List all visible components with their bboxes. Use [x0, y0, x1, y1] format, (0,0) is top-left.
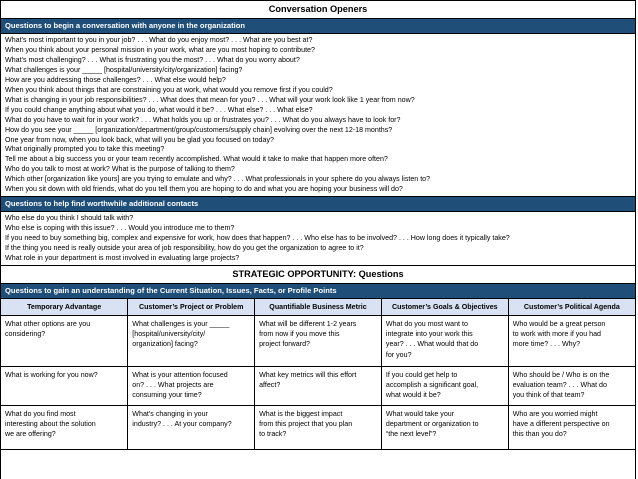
- question-line: Tell me about a big success you or your team recently accomplished. What would it take to make that happen more often?: [5, 155, 388, 164]
- cell-text: What key metrics will this effort: [259, 371, 357, 380]
- cell-text: What is the biggest impact: [259, 410, 343, 419]
- cell-text: What do you most want to: [385, 320, 468, 329]
- column-header: Customer’s Goals & Objectives: [381, 299, 508, 316]
- cell-text: to track?: [259, 430, 287, 439]
- table-row: [1, 406, 635, 450]
- cell-text: considering?: [5, 330, 46, 339]
- column-header: Temporary Advantage: [1, 299, 128, 316]
- question-line: What role in your department is most involved in evaluating large projects?: [5, 254, 240, 263]
- cell-text: What will be different 1-2 years: [259, 320, 357, 329]
- cell-text: to work with more if you had: [512, 330, 602, 339]
- cell-text: for you?: [385, 350, 412, 359]
- question-line: When you sit down with old friends, what do you tell them you are hoping to do and what you are hoping your business will do?: [5, 185, 403, 194]
- cell-text: project forward?: [259, 340, 310, 349]
- question-line: One year from now, when you look back, what will you be glad you focused on today?: [5, 135, 274, 144]
- table-cell: [508, 367, 635, 406]
- cell-text: we are offering?: [5, 430, 56, 439]
- question-line: Who do you talk to most at work? What is the purpose of talking to them?: [5, 165, 235, 174]
- table-cell: [381, 367, 508, 406]
- question-line: How are you addressing those challenges? . . . What else would help?: [5, 75, 226, 84]
- cell-text: What is working for you now?: [5, 371, 98, 380]
- cell-text: “the next level”?: [385, 430, 437, 439]
- cell-text: from now if you move this: [259, 330, 340, 339]
- cell-text: What would take your: [385, 410, 455, 419]
- cell-text: Who should be / Who is on the: [512, 371, 610, 380]
- question-line: What’s most important to you in your job? . . . What do you enjoy most? . . . What are you best at?: [5, 36, 313, 44]
- table-cell: [1, 406, 128, 450]
- question-line: When you think about things that are constraining you at work, what would you remove first if you could?: [5, 85, 333, 94]
- cell-text: What challenges is your _____: [132, 320, 230, 329]
- cell-text: department or organization to: [385, 420, 479, 429]
- table-row: [1, 367, 635, 406]
- question-line: If you could change anything about what you do, what would it be? . . . What else? . . . What else?: [5, 105, 313, 114]
- page-title: Conversation Openers: [1, 1, 635, 19]
- cell-text: evaluation team? . . . What do: [512, 381, 607, 390]
- cell-text: [hospital/university/city/: [132, 330, 206, 339]
- cell-text: from this project that you plan: [259, 420, 353, 429]
- table-header-row: [1, 299, 635, 316]
- table-cell: [255, 406, 382, 450]
- strategic-title: STRATEGIC OPPORTUNITY: Questions: [1, 266, 635, 284]
- cell-text: more time? . . . Why?: [512, 340, 581, 349]
- question-line: What is changing in your job responsibilities? . . . What does that mean for you? . . . What will your work look like 1 year from now?: [5, 95, 415, 104]
- section-header-conversation: Questions to begin a conversation with anyone in the organization: [1, 19, 635, 34]
- cell-text: If you could get help to: [385, 371, 458, 380]
- question-line: What do you have to wait for in your work? . . . What holds you up or frustrates you? . . . What do you always have to look for?: [5, 115, 401, 124]
- question-line: How do you see your _____ [organization/department/group/customers/supply chain] evolving over the next 12-18 months?: [5, 125, 393, 134]
- question-line: Who else do you think I should talk with?: [5, 214, 134, 223]
- table-cell: [128, 367, 255, 406]
- section-header-strategic: Questions to gain an understanding of the Current Situation, Issues, Facts, or Profile Points: [1, 284, 635, 299]
- strategic-table: [1, 299, 635, 450]
- table-cell: [255, 367, 382, 406]
- cell-text: you think of that team?: [512, 391, 585, 400]
- cell-text: consuming your time?: [132, 391, 202, 400]
- table-cell: [508, 406, 635, 450]
- table-row: [1, 316, 635, 367]
- column-header: Customer’s Political Agenda: [508, 299, 635, 316]
- cell-text: What’s changing in your: [132, 410, 208, 419]
- cell-text: What other options are you: [5, 320, 91, 329]
- table-cell: [255, 316, 382, 367]
- cell-text: what would it be?: [385, 391, 441, 400]
- table-cell: [128, 316, 255, 367]
- conversation-questions: [1, 34, 635, 197]
- cell-text: on? . . . What projects are: [132, 381, 214, 390]
- table-cell: [1, 316, 128, 367]
- cell-text: accomplish a significant goal,: [385, 381, 479, 390]
- question-line: Who else is coping with this issue? . . . Would you introduce me to them?: [5, 224, 235, 233]
- table-cell: [381, 406, 508, 450]
- question-line: If the thing you need is really outside your area of job responsibility, how do you get the organization to agree to it?: [5, 244, 364, 253]
- question-line: What’s most challenging? . . . What is frustrating you the most? . . . What do you worry about?: [5, 55, 300, 64]
- cell-text: industry? . . . At your company?: [132, 420, 232, 429]
- table-cell: [1, 367, 128, 406]
- cell-text: organization] facing?: [132, 340, 198, 349]
- cell-text: What is your attention focused: [132, 371, 228, 380]
- cell-text: this than you do?: [512, 430, 567, 439]
- cell-text: What do you find most: [5, 410, 76, 419]
- cell-text: interesting about the solution: [5, 420, 96, 429]
- cell-text: have a different perspective on: [512, 420, 610, 429]
- column-header: Quantifiable Business Metric: [255, 299, 382, 316]
- cell-text: Who are you worried might: [512, 410, 598, 419]
- question-line: What originally prompted you to take this meeting?: [5, 145, 165, 154]
- table-cell: [381, 316, 508, 367]
- section-header-contacts: Questions to help find worthwhile additional contacts: [1, 197, 635, 212]
- question-line: What challenges is your _____ [hospital/university/city/organization] facing?: [5, 65, 243, 74]
- cell-text: integrate into your work this: [385, 330, 473, 339]
- question-line: Which other [organization like yours] are you trying to emulate and why? . . . What professionals in your sphere do you always listen to?: [5, 175, 431, 184]
- question-line: When you think about your personal mission in your work, what are you most hoping to contribute?: [5, 45, 315, 54]
- question-line: If you need to buy something big, complex and expensive for work, how does that happen? . . . Who else has to be involved? . . . How long does it typically take?: [5, 234, 510, 243]
- cell-text: Who would be a great person: [512, 320, 606, 329]
- cell-text: year? . . . What would that do: [385, 340, 479, 349]
- table-body: [1, 316, 635, 450]
- table-cell: [508, 316, 635, 367]
- contact-questions: [1, 212, 635, 266]
- column-header: Customer’s Project or Problem: [128, 299, 255, 316]
- table-cell: [128, 406, 255, 450]
- cell-text: affect?: [259, 381, 281, 390]
